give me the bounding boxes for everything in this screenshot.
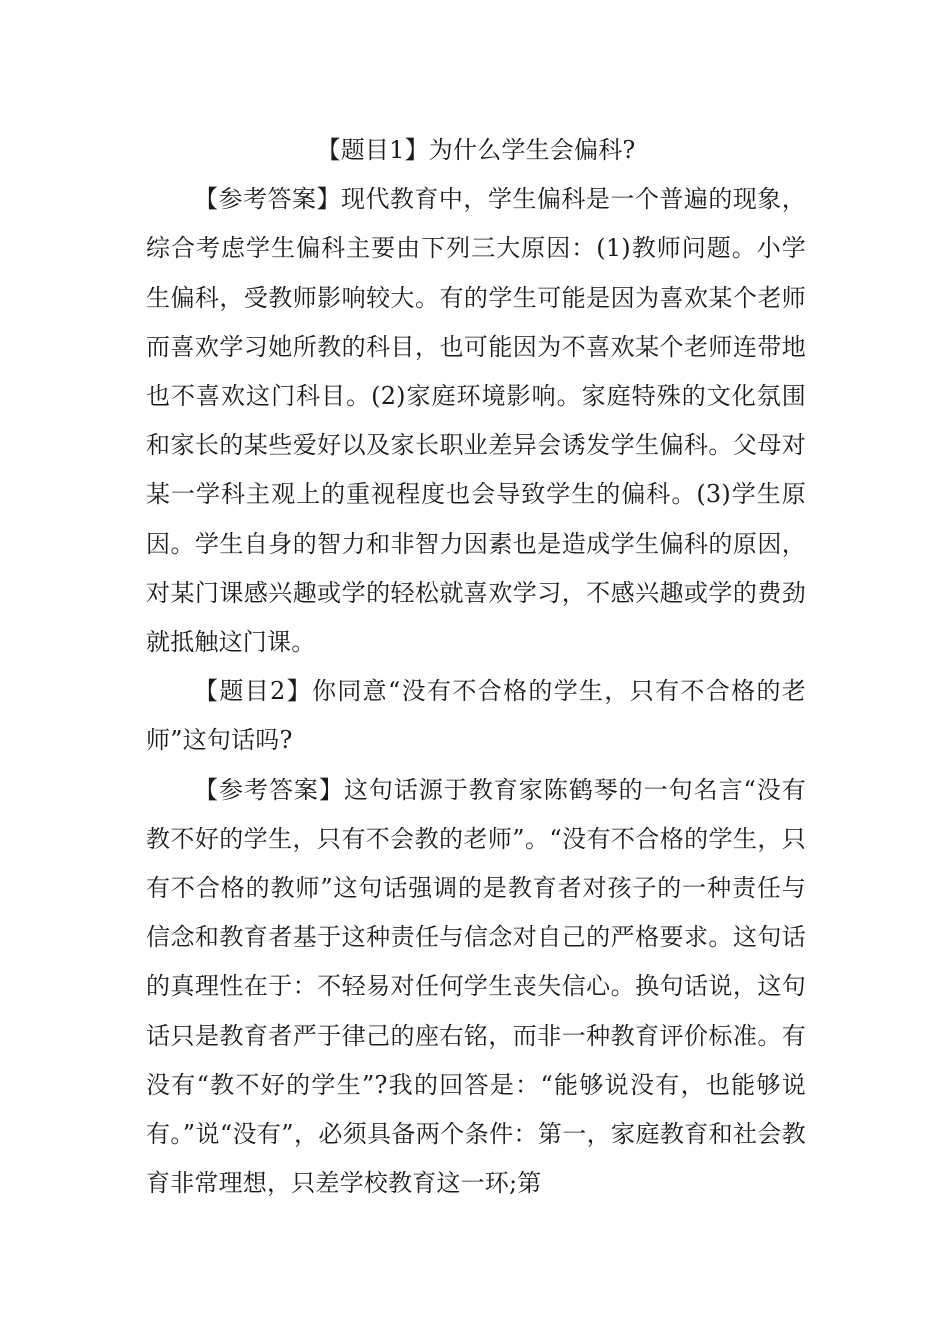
question-2-answer: 【参考答案】这句话源于教育家陈鹤琴的一句名言“没有教不好的学生，只有不会教的老师”。“没有不合格的学生，只有不合格的教师”这句话强调的是教育者对孩子的一种责任与信念和教育者基于这种责任与信念对自己的严格要求。这句话的真理性在于：不轻易对任何学生丧失信心。换句话说，这句话只是教育者严于律己的座右铭，而非一种教育评价标准。有没有“教不好的学生”?我的回答是：“能够说没有，也能够说有。”说“没有”，必须具备两个条件：第一，家庭教育和社会教育非常理想，只差学校教育这一环;第 — [146, 775, 806, 1198]
question-1-answer: 【参考答案】现代教育中，学生偏科是一个普遍的现象，综合考虑学生偏科主要由下列三大原因：(1)教师问题。小学生偏科，受教师影响较大。有的学生可能是因为喜欢某个老师而喜欢学习她所教的科目，也可能因为不喜欢某个老师连带地也不喜欢这门科目。(2)家庭环境影响。家庭特殊的文化氛围和家长的某些爱好以及家长职业差异会诱发学生偏科。父母对某一学科主观上的重视程度也会导致学生的偏科。(3)学生原因。学生自身的智力和非智力因素也是造成学生偏科的原因，对某门课感兴趣或学的轻松就喜欢学习，不感兴趣或学的费劲就抵触这门课。 — [146, 185, 806, 657]
question-2-title: 【题目2】你同意“没有不合格的学生，只有不合格的老师”这句话吗? — [146, 677, 806, 755]
question-1-title: 【题目1】为什么学生会偏科? — [316, 136, 636, 164]
document-body — [146, 126, 806, 1208]
